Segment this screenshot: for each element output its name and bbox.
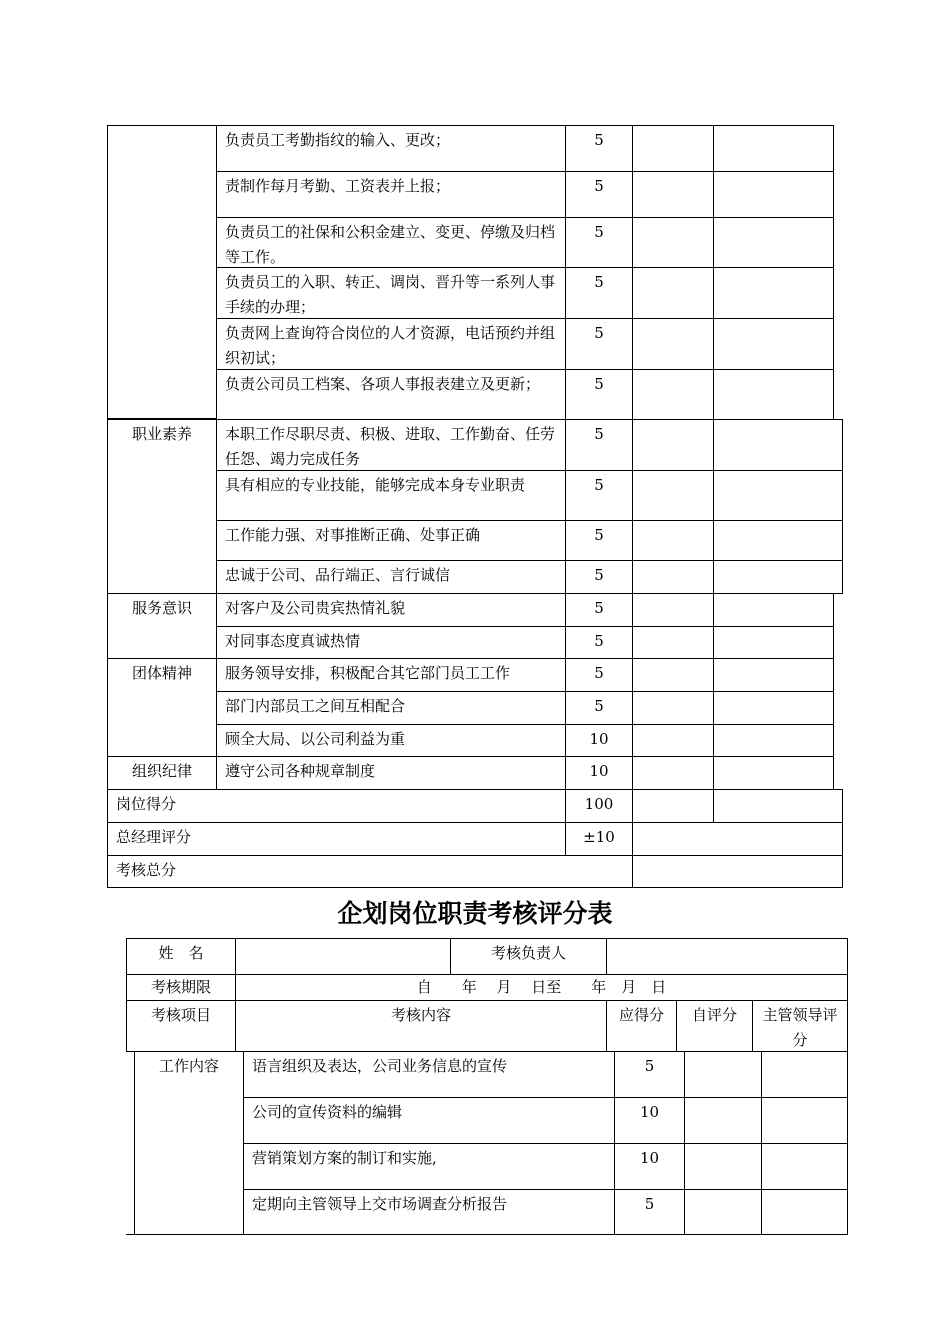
content-cell: 本职工作尽职尽责、积极、进取、工作勤奋、任劳任怨、竭力完成任务 — [216, 419, 566, 471]
category-cell-work-content: 工作内容 — [134, 1051, 244, 1235]
category-cell-professionalism: 职业素养 — [107, 419, 217, 594]
score-cell: 5 — [565, 470, 633, 521]
form-content-cell: 营销策划方案的制订和实施, — [243, 1143, 615, 1190]
final-score-input-cell[interactable] — [632, 855, 843, 888]
manager-score-cell[interactable] — [713, 520, 843, 561]
total-label-gm-score: 总经理评分 — [107, 822, 566, 856]
manager-score-cell[interactable] — [713, 560, 843, 594]
reviewer-label: 考核负责人 — [450, 938, 607, 975]
table-edge-stub — [126, 1234, 135, 1235]
name-label: 姓 名 — [126, 938, 236, 975]
manager-score-cell[interactable] — [713, 125, 834, 172]
form-score-cell: 10 — [614, 1143, 685, 1190]
content-cell: 服务领导安排，积极配合其它部门员工工作 — [216, 658, 566, 692]
self-score-cell[interactable] — [632, 756, 714, 790]
manager-score-cell[interactable] — [713, 171, 834, 218]
form-manager-score-cell[interactable] — [761, 1097, 848, 1144]
content-cell: 具有相应的专业技能，能够完成本身专业职责 — [216, 470, 566, 521]
score-cell: 5 — [565, 691, 633, 725]
self-score-cell[interactable] — [632, 369, 714, 420]
self-score-cell[interactable] — [632, 626, 714, 659]
header-self-score: 自评分 — [676, 1000, 753, 1052]
self-score-cell[interactable] — [632, 658, 714, 692]
content-cell: 对同事态度真诚热情 — [216, 626, 566, 659]
score-cell: 5 — [565, 369, 633, 420]
form-score-cell: 10 — [614, 1097, 685, 1144]
form-content-cell: 语言组织及表达，公司业务信息的宣传 — [243, 1051, 615, 1098]
content-cell: 负责员工考勤指纹的输入、更改； — [216, 125, 566, 172]
period-label: 考核期限 — [126, 974, 236, 1001]
manager-score-cell[interactable] — [713, 626, 834, 659]
period-field[interactable]: 自 年 月 日至 年 月 日 — [235, 974, 848, 1001]
self-score-cell[interactable] — [632, 691, 714, 725]
total-label-position-score: 岗位得分 — [107, 789, 566, 823]
score-cell: 5 — [565, 217, 633, 268]
manager-score-cell[interactable] — [713, 369, 834, 420]
manager-score-cell[interactable] — [713, 691, 834, 725]
self-score-cell[interactable] — [632, 125, 714, 172]
form-manager-score-cell[interactable] — [761, 1189, 848, 1235]
score-cell: 5 — [565, 626, 633, 659]
self-score-cell[interactable] — [632, 470, 714, 521]
score-cell: 5 — [565, 125, 633, 172]
total-label-final-score: 考核总分 — [107, 855, 633, 888]
content-cell: 负责员工的入职、转正、调岗、晋升等一系列人事手续的办理； — [216, 267, 566, 319]
form-manager-score-cell[interactable] — [761, 1051, 848, 1098]
manager-score-cell[interactable] — [713, 593, 834, 627]
score-cell: 5 — [565, 318, 633, 370]
score-cell: 10 — [565, 756, 633, 790]
form-title: 企划岗位职责考核评分表 — [337, 899, 613, 928]
form-self-score-cell[interactable] — [684, 1097, 762, 1144]
manager-score-cell[interactable] — [713, 724, 834, 757]
total-manager-score-cell[interactable] — [713, 789, 843, 823]
content-cell: 负责网上查询符合岗位的人才资源，电话预约并组织初试； — [216, 318, 566, 370]
header-content: 考核内容 — [235, 1000, 607, 1052]
manager-score-cell[interactable] — [713, 470, 843, 521]
form-score-cell: 5 — [614, 1051, 685, 1098]
content-cell: 部门内部员工之间互相配合 — [216, 691, 566, 725]
manager-score-cell[interactable] — [713, 217, 834, 268]
self-score-cell[interactable] — [632, 724, 714, 757]
manager-score-cell[interactable] — [713, 267, 834, 319]
content-cell: 负责员工的社保和公积金建立、变更、停缴及归档等工作。 — [216, 217, 566, 268]
category-cell-service: 服务意识 — [107, 593, 217, 659]
score-cell: 5 — [565, 560, 633, 594]
gm-score-input-cell[interactable] — [632, 822, 843, 856]
manager-score-cell[interactable] — [713, 756, 834, 790]
content-cell: 责制作每月考勤、工资表并上报； — [216, 171, 566, 218]
total-self-score-cell[interactable] — [632, 789, 714, 823]
header-item: 考核项目 — [126, 1000, 236, 1052]
category-cell-discipline: 组织纪律 — [107, 756, 217, 790]
manager-score-cell[interactable] — [713, 658, 834, 692]
total-score-gm: ±10 — [565, 822, 633, 856]
score-cell: 5 — [565, 593, 633, 627]
form-content-cell: 定期向主管领导上交市场调查分析报告 — [243, 1189, 615, 1235]
self-score-cell[interactable] — [632, 560, 714, 594]
content-cell: 负责公司员工档案、各项人事报表建立及更新； — [216, 369, 566, 420]
self-score-cell[interactable] — [632, 267, 714, 319]
form-self-score-cell[interactable] — [684, 1189, 762, 1235]
form-self-score-cell[interactable] — [684, 1051, 762, 1098]
score-cell: 5 — [565, 267, 633, 319]
score-cell: 5 — [565, 419, 633, 471]
manager-score-cell[interactable] — [713, 419, 843, 471]
self-score-cell[interactable] — [632, 318, 714, 370]
category-cell-empty — [107, 125, 217, 419]
self-score-cell[interactable] — [632, 520, 714, 561]
self-score-cell[interactable] — [632, 419, 714, 471]
self-score-cell[interactable] — [632, 593, 714, 627]
form-manager-score-cell[interactable] — [761, 1143, 848, 1190]
content-cell: 顾全大局、以公司利益为重 — [216, 724, 566, 757]
reviewer-field[interactable] — [606, 938, 848, 975]
form-score-cell: 5 — [614, 1189, 685, 1235]
content-cell: 工作能力强、对事推断正确、处事正确 — [216, 520, 566, 561]
form-content-cell: 公司的宣传资料的编辑 — [243, 1097, 615, 1144]
content-cell: 忠诚于公司、品行端正、言行诚信 — [216, 560, 566, 594]
content-cell: 对客户及公司贵宾热情礼貌 — [216, 593, 566, 627]
content-cell: 遵守公司各种规章制度 — [216, 756, 566, 790]
manager-score-cell[interactable] — [713, 318, 834, 370]
header-manager-score: 主管领导评分 — [752, 1000, 848, 1052]
header-score: 应得分 — [606, 1000, 677, 1052]
score-cell: 5 — [565, 520, 633, 561]
name-field[interactable] — [235, 938, 451, 975]
score-cell: 5 — [565, 658, 633, 692]
form-self-score-cell[interactable] — [684, 1143, 762, 1190]
self-score-cell[interactable] — [632, 171, 714, 218]
score-cell: 5 — [565, 171, 633, 218]
total-score-position: 100 — [565, 789, 633, 823]
category-cell-teamwork: 团体精神 — [107, 658, 217, 757]
self-score-cell[interactable] — [632, 217, 714, 268]
score-cell: 10 — [565, 724, 633, 757]
